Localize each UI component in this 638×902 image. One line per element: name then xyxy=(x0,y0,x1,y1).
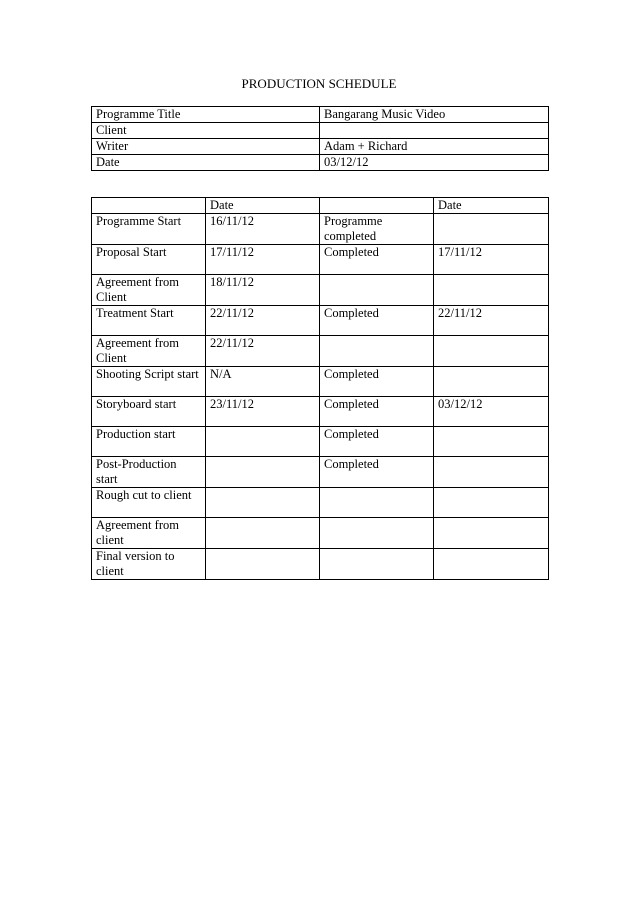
table-cell: Completed xyxy=(320,457,434,488)
table-cell: Completed xyxy=(320,427,434,457)
table-cell: 17/11/12 xyxy=(206,245,320,275)
column-header xyxy=(320,198,434,214)
table-row xyxy=(92,397,549,427)
info-value: Adam + Richard xyxy=(320,139,549,155)
table-cell xyxy=(320,275,434,306)
table-cell: 22/11/12 xyxy=(206,306,320,336)
table-cell xyxy=(434,427,549,457)
table-cell xyxy=(434,367,549,397)
schedule-table xyxy=(91,197,549,580)
table-cell: Completed xyxy=(320,397,434,427)
info-label: Client xyxy=(92,123,320,139)
table-row xyxy=(92,214,549,245)
table-cell: Final version to client xyxy=(92,549,206,580)
table-row xyxy=(92,245,549,275)
table-cell xyxy=(434,457,549,488)
table-cell: 23/11/12 xyxy=(206,397,320,427)
table-cell xyxy=(206,427,320,457)
table-row xyxy=(92,306,549,336)
table-cell xyxy=(434,214,549,245)
table-cell: Proposal Start xyxy=(92,245,206,275)
table-cell: Agreement from Client xyxy=(92,336,206,367)
info-label: Date xyxy=(92,155,320,171)
table-cell xyxy=(206,488,320,518)
table-cell xyxy=(434,336,549,367)
info-row xyxy=(92,107,549,123)
table-cell xyxy=(434,518,549,549)
table-row xyxy=(92,275,549,306)
table-cell xyxy=(434,275,549,306)
table-cell: 22/11/12 xyxy=(206,336,320,367)
table-cell xyxy=(434,488,549,518)
info-value: Bangarang Music Video xyxy=(320,107,549,123)
table-cell xyxy=(320,549,434,580)
table-cell xyxy=(434,549,549,580)
info-value xyxy=(320,123,549,139)
table-cell: N/A xyxy=(206,367,320,397)
table-cell: Agreement from client xyxy=(92,518,206,549)
table-cell: 16/11/12 xyxy=(206,214,320,245)
info-row xyxy=(92,123,549,139)
table-cell: Shooting Script start xyxy=(92,367,206,397)
column-header: Date xyxy=(206,198,320,214)
table-row xyxy=(92,488,549,518)
table-cell: Completed xyxy=(320,245,434,275)
info-value: 03/12/12 xyxy=(320,155,549,171)
page-title: PRODUCTION SCHEDULE xyxy=(241,76,397,91)
table-cell xyxy=(320,518,434,549)
table-cell: Agreement from Client xyxy=(92,275,206,306)
table-cell xyxy=(206,457,320,488)
table-cell xyxy=(206,518,320,549)
info-label: Writer xyxy=(92,139,320,155)
table-cell: Treatment Start xyxy=(92,306,206,336)
table-cell: 03/12/12 xyxy=(434,397,549,427)
table-cell: 18/11/12 xyxy=(206,275,320,306)
table-cell: Post-Production start xyxy=(92,457,206,488)
table-cell: 17/11/12 xyxy=(434,245,549,275)
info-label: Programme Title xyxy=(92,107,320,123)
table-cell: Completed xyxy=(320,306,434,336)
table-row xyxy=(92,427,549,457)
table-cell: Programme Start xyxy=(92,214,206,245)
schedule-header-row xyxy=(92,198,549,214)
table-cell: Production start xyxy=(92,427,206,457)
table-cell xyxy=(320,336,434,367)
column-header xyxy=(92,198,206,214)
table-cell xyxy=(206,549,320,580)
info-row xyxy=(92,155,549,171)
table-row xyxy=(92,336,549,367)
table-cell: 22/11/12 xyxy=(434,306,549,336)
table-cell xyxy=(320,488,434,518)
programme-info-table xyxy=(91,106,549,171)
table-cell: Storyboard start xyxy=(92,397,206,427)
table-cell: Rough cut to client xyxy=(92,488,206,518)
table-row xyxy=(92,367,549,397)
table-row xyxy=(92,549,549,580)
column-header: Date xyxy=(434,198,549,214)
table-row xyxy=(92,457,549,488)
table-cell: Completed xyxy=(320,367,434,397)
table-row xyxy=(92,518,549,549)
info-row xyxy=(92,139,549,155)
table-cell: Programme completed xyxy=(320,214,434,245)
